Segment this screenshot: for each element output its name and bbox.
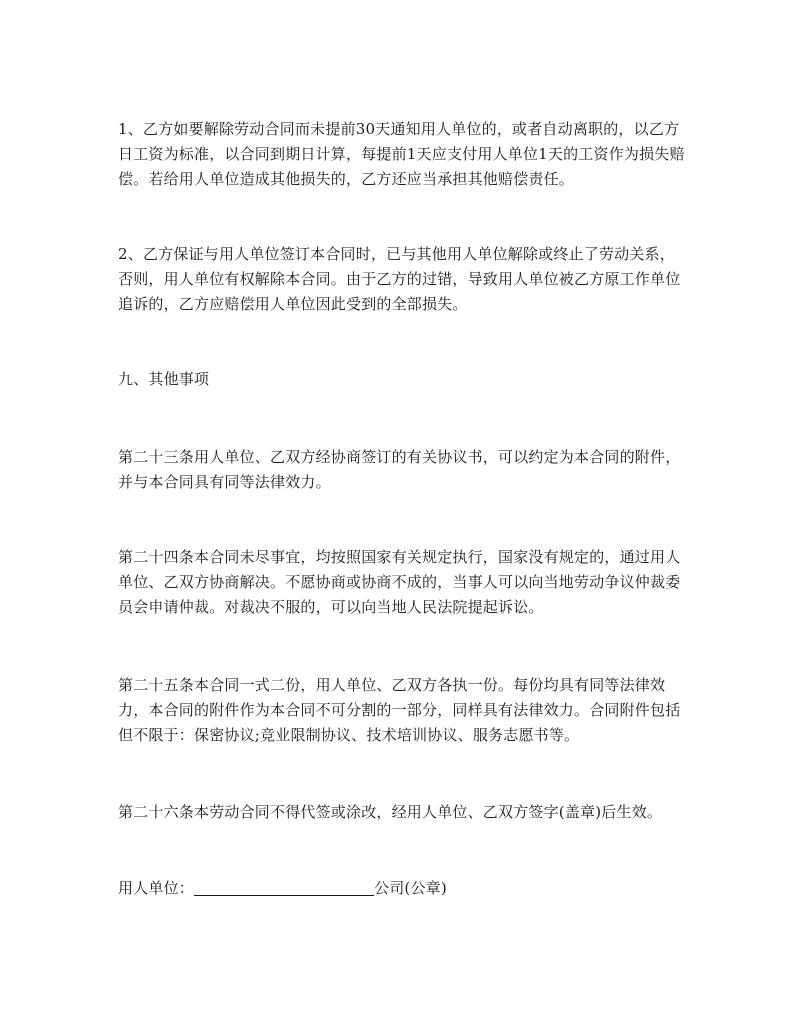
clause-2-prior-contract: 2、乙方保证与用人单位签订本合同时，已与其他用人单位解除或终止了劳动关系，否则，用人单位有权解除本合同。由于乙方的过错，导致用人单位被乙方原工作单位追诉的，乙方应赔偿用人单位因此受到的全部损失。 xyxy=(118,245,681,313)
article-26: 第二十六条本劳动合同不得代签或涂改，经用人单位、乙双方签字(盖章)后生效。 xyxy=(118,803,663,821)
signature-suffix: 公司(公章) xyxy=(374,879,447,897)
signature-blank xyxy=(194,879,374,896)
signature-line xyxy=(118,876,688,901)
article-23: 第二十三条用人单位、乙双方经协商签订的有关协议书，可以约定为本合同的附件，并与本合同具有同等法律效力。 xyxy=(118,448,681,491)
article-25: 第二十五条本合同一式二份，用人单位、乙双方各执一份。每份均具有同等法律效力，本合同的附件作为本合同不可分割的一部分，同样具有法律效力。合同附件包括但不限于：保密协议;竞业限制协议、技术培训协议、服务志愿书等。 xyxy=(118,676,681,744)
clause-1-early-termination: 1、乙方如要解除劳动合同而未提前30天通知用人单位的，或者自动离职的，以乙方日工资为标准，以合同到期日计算，每提前1天应支付用人单位1天的工资作为损失赔偿。若给用人单位造成其他损失的，乙方还应当承担其他赔偿责任。 xyxy=(118,120,685,188)
signature-label: 用人单位： xyxy=(118,879,195,897)
article-24: 第二十四条本合同未尽事宜，均按照国家有关规定执行，国家没有规定的，通过用人单位、乙双方协商解决。不愿协商或协商不成的，当事人可以向当地劳动争议仲裁委员会申请仲裁。对裁决不服的，可以向当地人民法院提起诉讼。 xyxy=(118,548,681,616)
section-heading-other-matters: 九、其他事项 xyxy=(118,370,210,388)
